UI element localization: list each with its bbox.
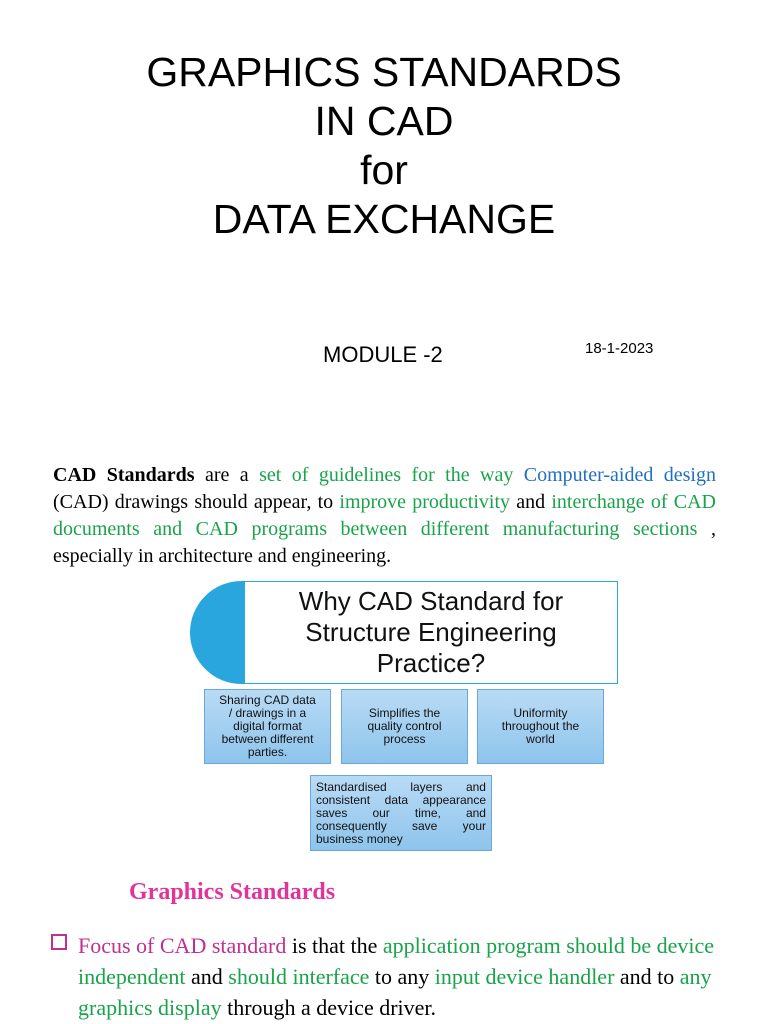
box-line: world — [526, 732, 555, 746]
intro-text: (CAD) drawings should appear, to — [53, 491, 340, 513]
box-line: Sharing CAD data — [219, 693, 316, 707]
box-word: time, — [414, 805, 441, 820]
bullet-highlight: should interface — [228, 964, 370, 989]
box-word: data — [384, 792, 408, 807]
box-word: consequently — [316, 818, 387, 833]
box-word: your — [462, 818, 486, 833]
box-line: quality control — [367, 719, 442, 733]
why-heading-line: Why CAD Standard for — [298, 586, 564, 616]
bullet-plain: and — [185, 964, 229, 989]
title-line-2: IN CAD — [314, 98, 454, 144]
intro-term: CAD Standards — [53, 464, 195, 486]
intro-link-cad: Computer-aided design — [523, 464, 716, 486]
section-heading: Graphics Standards — [129, 879, 336, 905]
checkbox-bullet-icon — [51, 934, 67, 950]
box-word: layers — [410, 779, 443, 794]
bullet-plain: and to — [614, 964, 680, 989]
intro-text: are a — [194, 464, 260, 486]
bullet-plain: through a device driver. — [221, 995, 437, 1020]
date-label: 18-1-2023 — [585, 340, 654, 357]
module-label: MODULE -2 — [323, 342, 443, 367]
reason-box-layers — [310, 775, 492, 851]
bullet-text — [78, 930, 738, 1023]
box-line — [316, 807, 486, 820]
box-word: save — [412, 818, 438, 833]
reason-box-uniformity — [477, 689, 604, 764]
reason-box-quality — [341, 689, 468, 764]
title-line-1: GRAPHICS STANDARDS — [146, 49, 622, 95]
intro-text — [513, 464, 523, 486]
box-line: business money — [316, 831, 403, 846]
intro-text: and — [510, 491, 552, 513]
title-line-4: DATA EXCHANGE — [212, 196, 556, 242]
why-cad-diagram — [190, 581, 620, 684]
title-line-3: for — [360, 147, 408, 193]
intro-highlight: improve productivity — [339, 491, 511, 513]
box-word: saves — [316, 805, 348, 820]
bullet-plain: to any — [369, 964, 435, 989]
box-line: / drawings in a — [228, 706, 307, 720]
box-line: digital format — [233, 719, 302, 733]
box-line: parties. — [247, 745, 288, 759]
box-line — [316, 820, 486, 833]
bullet-item — [48, 930, 738, 1023]
box-word: Standardised — [316, 779, 387, 794]
intro-paragraph — [53, 462, 716, 570]
page-title — [0, 48, 768, 244]
bullet-plain: is that the — [286, 933, 383, 958]
bullet-highlight: application program should be device independent — [78, 933, 715, 989]
box-line — [316, 781, 486, 794]
box-line — [316, 794, 486, 807]
box-word: and — [465, 779, 486, 794]
bullet-highlight: any graphics display — [78, 964, 712, 1020]
box-line: throughout the — [501, 719, 580, 733]
intro-highlight: set of guidelines for the way — [259, 464, 514, 486]
intro-highlight: interchange of CAD documents and CAD programs between different manufacturing sections — [53, 491, 716, 540]
intro-text: , especially in architecture and engineering. — [53, 518, 717, 567]
box-line: Simplifies the — [368, 706, 441, 720]
box-word: our — [372, 805, 390, 820]
box-word: consistent — [316, 792, 371, 807]
box-line: between different — [221, 732, 314, 746]
bullet-highlight: Focus of CAD standard — [78, 933, 287, 958]
why-heading-line: Practice? — [376, 648, 486, 678]
box-word: and — [465, 805, 486, 820]
why-heading-box — [244, 581, 618, 684]
box-line: Uniformity — [513, 706, 568, 720]
box-word: appearance — [422, 792, 486, 807]
box-line: process — [383, 732, 426, 746]
why-heading-line: Structure Engineering — [305, 617, 557, 647]
bullet-highlight: input device handler — [434, 964, 615, 989]
reason-box-sharing — [204, 689, 331, 764]
